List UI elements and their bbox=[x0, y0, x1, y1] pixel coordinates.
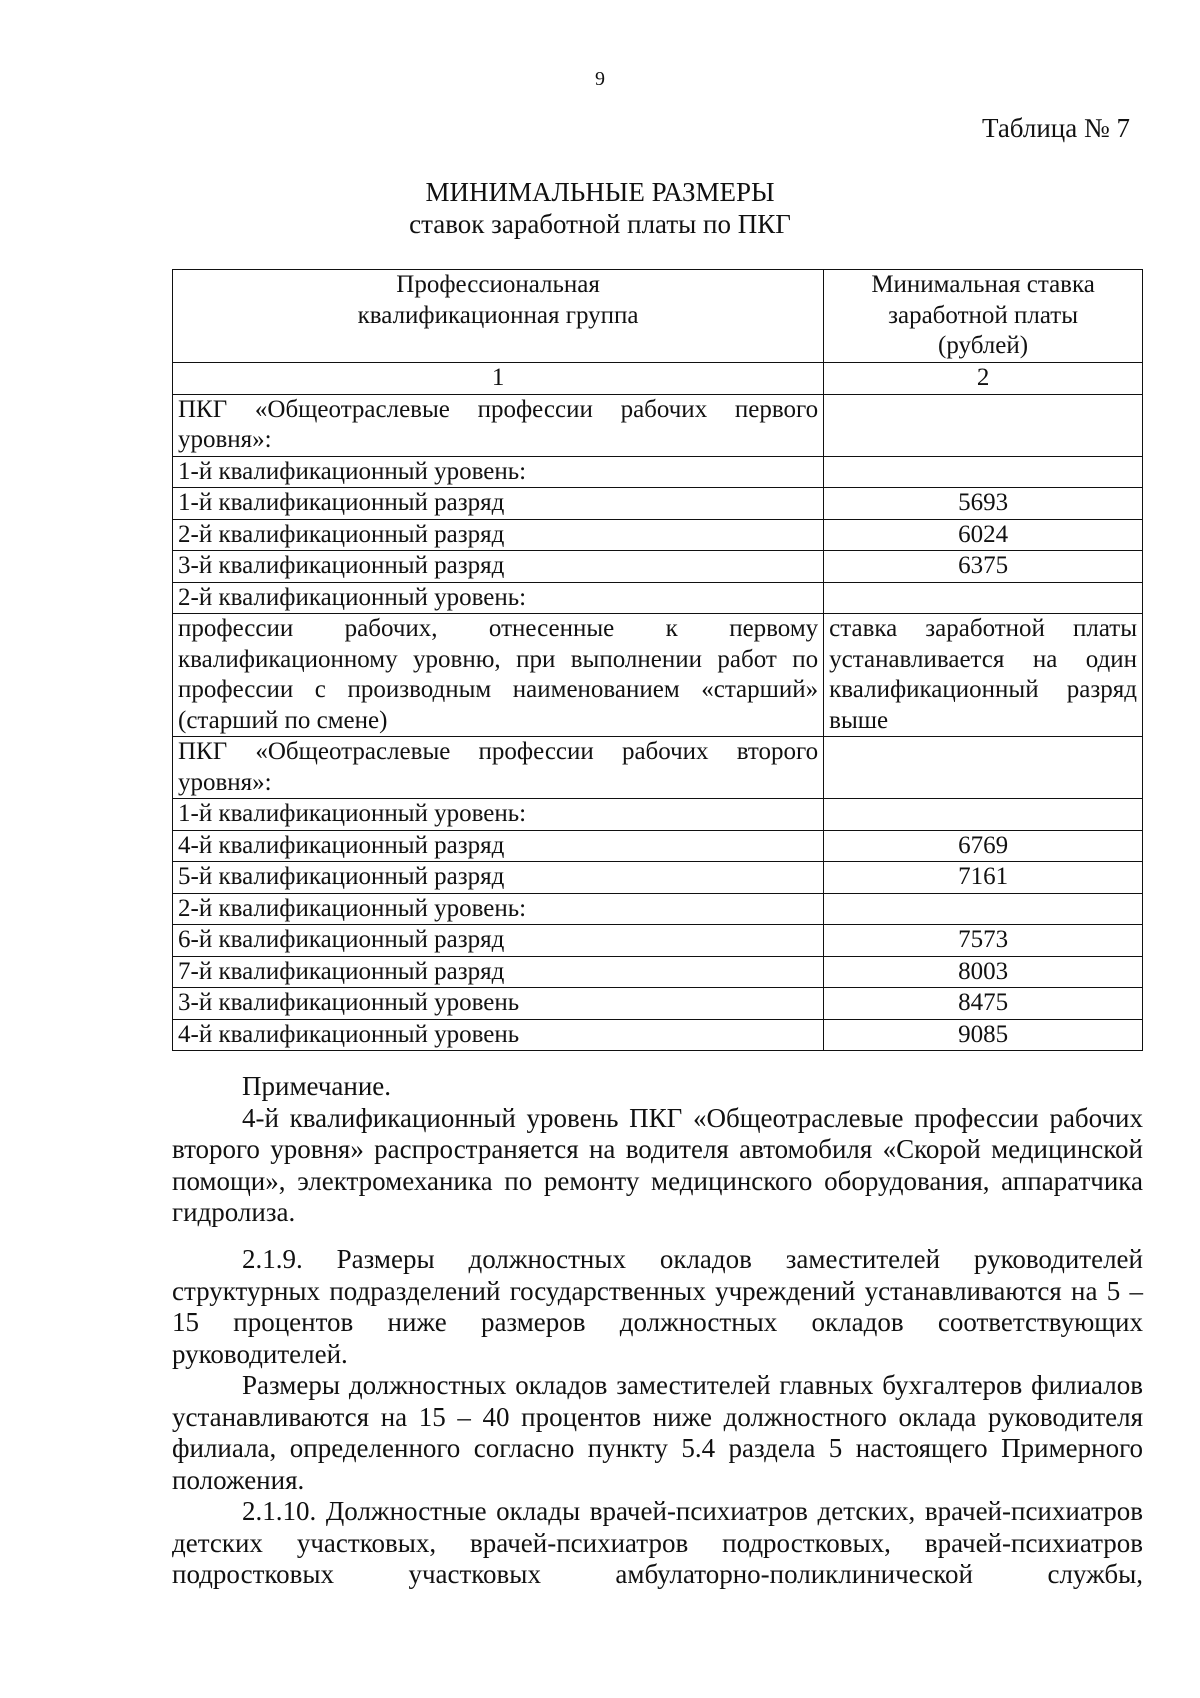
salary-table bbox=[172, 269, 1143, 1051]
header-rate-text: Минимальная ставка заработной платы (рублей) bbox=[871, 271, 1095, 359]
header-group bbox=[173, 270, 824, 363]
row-value: 6375 bbox=[824, 551, 1143, 583]
row-name: ПКГ «Общеотраслевые профессии рабочих второго уровня»: bbox=[173, 737, 824, 799]
row-value bbox=[824, 799, 1143, 831]
row-value: 7161 bbox=[824, 862, 1143, 894]
header-group-text: Профессиональная квалификационная группа bbox=[357, 271, 639, 329]
row-value: 8475 bbox=[824, 988, 1143, 1020]
paragraph: 2.1.9. Размеры должностных окладов заместителей руководителей структурных подразделений государственных учреждений устанавливаются на 5 – 15 процентов ниже размеров должностных окладов соответствующих руководителей. bbox=[172, 1244, 1143, 1369]
row-name: 6-й квалификационный разряд bbox=[173, 925, 824, 957]
row-name: 2-й квалификационный уровень: bbox=[173, 582, 824, 614]
row-value: 5693 bbox=[824, 488, 1143, 520]
column-number: 1 bbox=[173, 363, 824, 395]
row-name: 3-й квалификационный разряд bbox=[173, 551, 824, 583]
table-row bbox=[173, 456, 1143, 488]
table-row bbox=[173, 925, 1143, 957]
row-value: ставка заработной платы устанавливается на один квалификационный разряд выше bbox=[824, 614, 1143, 737]
table-row bbox=[173, 799, 1143, 831]
table-row bbox=[173, 737, 1143, 799]
row-name: 4-й квалификационный уровень bbox=[173, 1019, 824, 1051]
table-caption: Таблица № 7 bbox=[982, 113, 1130, 143]
column-number: 2 bbox=[824, 363, 1143, 395]
row-name: 1-й квалификационный уровень: bbox=[173, 456, 824, 488]
table-row bbox=[173, 614, 1143, 737]
table-row bbox=[173, 862, 1143, 894]
paragraph: 2.1.10. Должностные оклады врачей-психиатров детских, врачей-психиатров детских участковых, врачей-психиатров подростковых, врачей-психиатров подростковых участковых амбулаторно-поликлинической службы, bbox=[172, 1496, 1143, 1589]
table-row bbox=[173, 830, 1143, 862]
row-value: 8003 bbox=[824, 956, 1143, 988]
heading-title: МИНИМАЛЬНЫЕ РАЗМЕРЫ bbox=[425, 177, 775, 207]
table-heading bbox=[0, 176, 1200, 240]
note-title: Примечание. bbox=[242, 1071, 392, 1101]
heading-subtitle: ставок заработной платы по ПКГ bbox=[409, 209, 791, 239]
header-rate bbox=[824, 270, 1143, 363]
row-name: 2-й квалификационный уровень: bbox=[173, 893, 824, 925]
table-row bbox=[173, 394, 1143, 456]
table-row bbox=[173, 519, 1143, 551]
note-text: 4-й квалификационный уровень ПКГ «Общеотраслевые профессии рабочих второго уровня» распространяется на водителя автомобиля «Скорой медицинской помощи», электромеханика по ремонту медицинского оборудования, аппаратчика гидролиза. bbox=[172, 1102, 1143, 1227]
table-row bbox=[173, 956, 1143, 988]
table-row bbox=[173, 551, 1143, 583]
note-block bbox=[172, 1071, 1143, 1229]
row-value: 6769 bbox=[824, 830, 1143, 862]
row-value bbox=[824, 456, 1143, 488]
row-name: ПКГ «Общеотраслевые профессии рабочих первого уровня»: bbox=[173, 394, 824, 456]
row-name: 1-й квалификационный уровень: bbox=[173, 799, 824, 831]
row-name: профессии рабочих, отнесенные к первому квалификационному уровню, при выполнении работ по профессии с производным наименованием «старший» (старший по смене) bbox=[173, 614, 824, 737]
row-value: 6024 bbox=[824, 519, 1143, 551]
column-number-row bbox=[173, 363, 1143, 395]
row-name: 7-й квалификационный разряд bbox=[173, 956, 824, 988]
paragraph: Размеры должностных окладов заместителей главных бухгалтеров филиалов устанавливаются на 15 – 40 процентов ниже должностного оклада руководителя филиала, определенного согласно пункту 5.4 раздела 5 настоящего Примерного положения. bbox=[172, 1370, 1143, 1495]
row-value bbox=[824, 582, 1143, 614]
table-row bbox=[173, 488, 1143, 520]
row-name: 1-й квалификационный разряд bbox=[173, 488, 824, 520]
table-row bbox=[173, 582, 1143, 614]
row-value bbox=[824, 893, 1143, 925]
table-header-row bbox=[173, 270, 1143, 363]
row-value bbox=[824, 394, 1143, 456]
row-value: 7573 bbox=[824, 925, 1143, 957]
body-text bbox=[172, 1244, 1143, 1591]
page-number: 9 bbox=[595, 68, 605, 90]
row-name: 5-й квалификационный разряд bbox=[173, 862, 824, 894]
table-row bbox=[173, 893, 1143, 925]
row-name: 2-й квалификационный разряд bbox=[173, 519, 824, 551]
table-row bbox=[173, 1019, 1143, 1051]
table-row bbox=[173, 988, 1143, 1020]
row-name: 4-й квалификационный разряд bbox=[173, 830, 824, 862]
row-name: 3-й квалификационный уровень bbox=[173, 988, 824, 1020]
row-value bbox=[824, 737, 1143, 799]
row-value: 9085 bbox=[824, 1019, 1143, 1051]
